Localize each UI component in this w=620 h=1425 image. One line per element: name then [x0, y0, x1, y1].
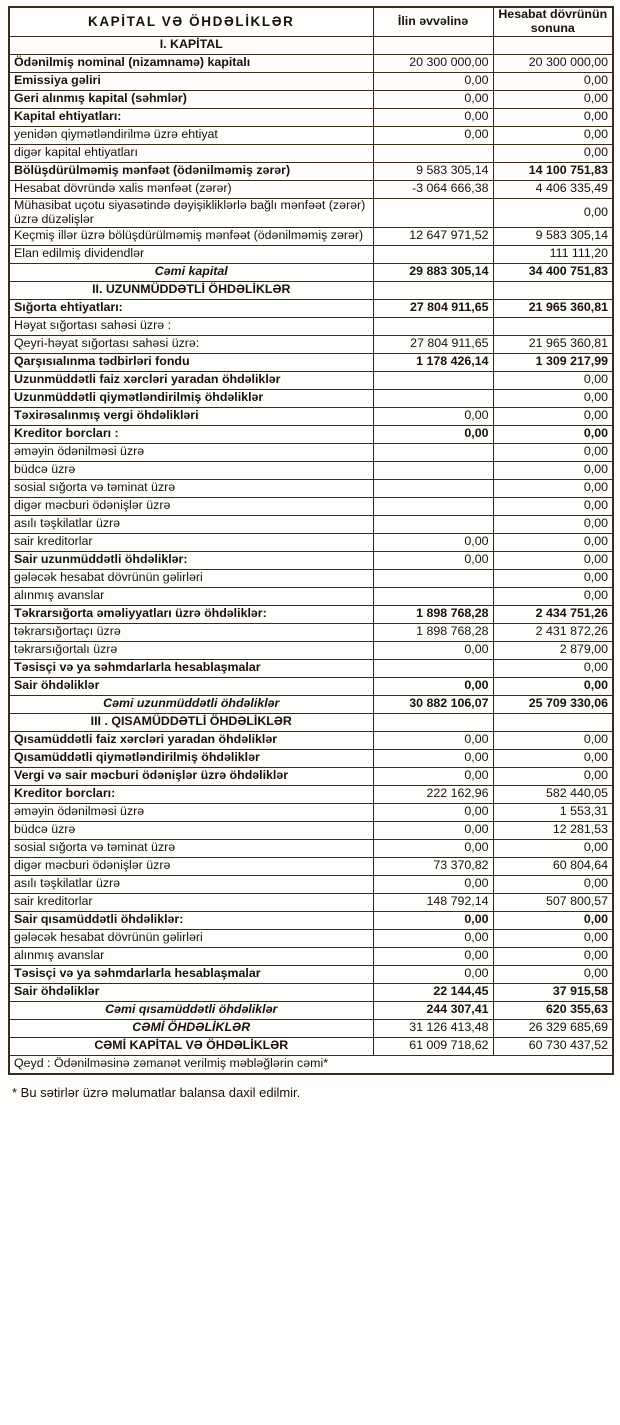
- value-period-begin: 31 126 413,48: [373, 1019, 493, 1037]
- row-label: Geri alınmış kapital (səhmlər): [9, 90, 373, 108]
- value-period-end: 0,00: [493, 90, 613, 108]
- table-row: [9, 641, 613, 659]
- row-label: təkrarsığortaçı üzrə: [9, 623, 373, 641]
- value-period-end: 2 431 872,26: [493, 623, 613, 641]
- row-label: Qısamüddətli qiymətləndirilmiş öhdəliklər: [9, 749, 373, 767]
- value-period-begin: 0,00: [373, 821, 493, 839]
- value-period-end: [493, 713, 613, 731]
- value-period-end: 0,00: [493, 461, 613, 479]
- row-label: Elan edilmiş dividendlər: [9, 245, 373, 263]
- table-row: [9, 497, 613, 515]
- value-period-end: 0,00: [493, 839, 613, 857]
- value-period-begin: [373, 497, 493, 515]
- row-label: Ödənilmiş nominal (nizamnamə) kapitalı: [9, 54, 373, 72]
- row-label: Təsisçi və ya səhmdarlarla hesablaşmalar: [9, 965, 373, 983]
- table-row: [9, 180, 613, 198]
- row-label: əməyin ödənilməsi üzrə: [9, 803, 373, 821]
- value-period-begin: 0,00: [373, 533, 493, 551]
- value-period-begin: 12 647 971,52: [373, 227, 493, 245]
- value-period-end: 0,00: [493, 677, 613, 695]
- row-label: sosial sığorta və təminat üzrə: [9, 479, 373, 497]
- value-period-end: 0,00: [493, 911, 613, 929]
- value-period-begin: 1 898 768,28: [373, 605, 493, 623]
- value-period-end: 0,00: [493, 479, 613, 497]
- value-period-end: 4 406 335,49: [493, 180, 613, 198]
- value-period-begin: 148 792,14: [373, 893, 493, 911]
- table-row: [9, 857, 613, 875]
- table-row: [9, 1019, 613, 1037]
- value-period-end: 0,00: [493, 126, 613, 144]
- value-period-begin: 0,00: [373, 965, 493, 983]
- section-header-label: II. UZUNMÜDDƏTLİ ÖHDƏLİKLƏR: [9, 281, 373, 299]
- table-row: [9, 443, 613, 461]
- value-period-end: 60 730 437,52: [493, 1037, 613, 1055]
- table-row: [9, 36, 613, 54]
- table-row: [9, 929, 613, 947]
- value-period-end: 37 915,58: [493, 983, 613, 1001]
- table-row: [9, 803, 613, 821]
- table-row: [9, 479, 613, 497]
- value-period-begin: [373, 587, 493, 605]
- value-period-begin: [373, 317, 493, 335]
- value-period-end: 20 300 000,00: [493, 54, 613, 72]
- value-period-end: 60 804,64: [493, 857, 613, 875]
- table-row: [9, 317, 613, 335]
- table-row: [9, 965, 613, 983]
- table-row: [9, 108, 613, 126]
- row-label: Qeyri-həyat sığortası sahəsi üzrə:: [9, 335, 373, 353]
- value-period-begin: 9 583 305,14: [373, 162, 493, 180]
- value-period-end: 620 355,63: [493, 1001, 613, 1019]
- table-row: [9, 1037, 613, 1055]
- table-row: [9, 54, 613, 72]
- row-label: Cəmi uzunmüddətli öhdəliklər: [9, 695, 373, 713]
- value-period-begin: 0,00: [373, 126, 493, 144]
- row-label: Təxirəsalınmış vergi öhdəlikləri: [9, 407, 373, 425]
- row-label: alınmış avanslar: [9, 587, 373, 605]
- value-period-begin: 22 144,45: [373, 983, 493, 1001]
- row-label: Uzunmüddətli qiymətləndirilmiş öhdəliklər: [9, 389, 373, 407]
- table-row: [9, 515, 613, 533]
- value-period-end: 0,00: [493, 425, 613, 443]
- row-label: yenidən qiymətləndirilmə üzrə ehtiyat: [9, 126, 373, 144]
- table-row: [9, 677, 613, 695]
- value-period-end: 0,00: [493, 659, 613, 677]
- row-label: asılı təşkilatlar üzrə: [9, 875, 373, 893]
- capital-and-liabilities-table: [8, 6, 614, 1075]
- row-label: sosial sığorta və təminat üzrə: [9, 839, 373, 857]
- value-period-end: 1 309 217,99: [493, 353, 613, 371]
- value-period-end: [493, 36, 613, 54]
- value-period-begin: 0,00: [373, 875, 493, 893]
- table-row: [9, 875, 613, 893]
- row-label: Sığorta ehtiyatları:: [9, 299, 373, 317]
- table-row: [9, 425, 613, 443]
- row-label: alınmış avanslar: [9, 947, 373, 965]
- row-label: Sair öhdəliklər: [9, 983, 373, 1001]
- table-row: [9, 587, 613, 605]
- value-period-end: 0,00: [493, 443, 613, 461]
- section-header-label: III . QISAMÜDDƏTLİ ÖHDƏLİKLƏR: [9, 713, 373, 731]
- value-period-begin: [373, 371, 493, 389]
- row-label: Uzunmüddətli faiz xərcləri yaradan öhdəliklər: [9, 371, 373, 389]
- value-period-begin: [373, 659, 493, 677]
- value-period-end: 0,00: [493, 515, 613, 533]
- table-body: [9, 36, 613, 1073]
- row-label: gələcək hesabat dövrünün gəlirləri: [9, 929, 373, 947]
- value-period-end: [493, 317, 613, 335]
- value-period-begin: [373, 515, 493, 533]
- table-row: [9, 461, 613, 479]
- table-row: [9, 893, 613, 911]
- table-row: [9, 281, 613, 299]
- table-row: [9, 551, 613, 569]
- row-label: digər məcburi ödənişlər üzrə: [9, 857, 373, 875]
- value-period-begin: 222 162,96: [373, 785, 493, 803]
- table-row: [9, 605, 613, 623]
- row-label: Hesabat dövründə xalis mənfəət (zərər): [9, 180, 373, 198]
- value-period-begin: 0,00: [373, 407, 493, 425]
- value-period-begin: 61 009 718,62: [373, 1037, 493, 1055]
- row-label: Təsisçi və ya səhmdarlarla hesablaşmalar: [9, 659, 373, 677]
- row-label: büdcə üzrə: [9, 461, 373, 479]
- value-period-begin: 27 804 911,65: [373, 335, 493, 353]
- value-period-end: 0,00: [493, 144, 613, 162]
- value-period-end: 0,00: [493, 587, 613, 605]
- row-label: Qarşısıalınma tədbirləri fondu: [9, 353, 373, 371]
- value-period-end: 0,00: [493, 533, 613, 551]
- row-label: asılı təşkilatlar üzrə: [9, 515, 373, 533]
- table-row: [9, 371, 613, 389]
- table-row: [9, 695, 613, 713]
- table-row: [9, 335, 613, 353]
- value-period-begin: 0,00: [373, 425, 493, 443]
- table-row: [9, 72, 613, 90]
- value-period-end: 0,00: [493, 72, 613, 90]
- value-period-begin: 0,00: [373, 731, 493, 749]
- row-label: CƏMİ ÖHDƏLİKLƏR: [9, 1019, 373, 1037]
- table-row: [9, 821, 613, 839]
- row-label: sair kreditorlar: [9, 533, 373, 551]
- value-period-end: 0,00: [493, 198, 613, 227]
- row-label: Keçmiş illər üzrə bölüşdürülməmiş mənfəət (ödənilməmiş zərər): [9, 227, 373, 245]
- table-row: [9, 947, 613, 965]
- value-period-begin: [373, 198, 493, 227]
- row-label: Təkrarsığorta əməliyyatları üzrə öhdəliklər:: [9, 605, 373, 623]
- row-label: digər kapital ehtiyatları: [9, 144, 373, 162]
- table-row: [9, 839, 613, 857]
- value-period-begin: 0,00: [373, 108, 493, 126]
- value-period-begin: [373, 281, 493, 299]
- table-row: [9, 1055, 613, 1074]
- row-label: Sair qısamüddətli öhdəliklər:: [9, 911, 373, 929]
- value-period-begin: 244 307,41: [373, 1001, 493, 1019]
- value-period-end: 507 800,57: [493, 893, 613, 911]
- value-period-end: 0,00: [493, 371, 613, 389]
- value-period-begin: 73 370,82: [373, 857, 493, 875]
- table-row: [9, 245, 613, 263]
- value-period-end: 0,00: [493, 108, 613, 126]
- value-period-begin: [373, 479, 493, 497]
- value-period-end: 111 111,20: [493, 245, 613, 263]
- value-period-end: 0,00: [493, 407, 613, 425]
- row-label: əməyin ödənilməsi üzrə: [9, 443, 373, 461]
- value-period-begin: 0,00: [373, 677, 493, 695]
- value-period-begin: 29 883 305,14: [373, 263, 493, 281]
- row-label: Kreditor borcları :: [9, 425, 373, 443]
- value-period-end: [493, 281, 613, 299]
- row-label: Həyat sığortası sahəsi üzrə :: [9, 317, 373, 335]
- value-period-begin: 0,00: [373, 803, 493, 821]
- value-period-end: 1 553,31: [493, 803, 613, 821]
- value-period-end: 0,00: [493, 929, 613, 947]
- row-label: digər məcburi ödənişlər üzrə: [9, 497, 373, 515]
- row-label: Kapital ehtiyatları:: [9, 108, 373, 126]
- value-period-end: 12 281,53: [493, 821, 613, 839]
- value-period-begin: 0,00: [373, 929, 493, 947]
- value-period-end: 26 329 685,69: [493, 1019, 613, 1037]
- table-row: [9, 126, 613, 144]
- column-header-period-end: Hesabat dövrünün sonuna: [493, 7, 613, 36]
- table-row: [9, 785, 613, 803]
- table-row: [9, 749, 613, 767]
- value-period-end: 0,00: [493, 875, 613, 893]
- value-period-end: 25 709 330,06: [493, 695, 613, 713]
- row-label: gələcək hesabat dövrünün gəlirləri: [9, 569, 373, 587]
- row-label: Sair öhdəliklər: [9, 677, 373, 695]
- table-row: [9, 533, 613, 551]
- value-period-begin: [373, 713, 493, 731]
- value-period-end: 21 965 360,81: [493, 335, 613, 353]
- value-period-begin: 30 882 106,07: [373, 695, 493, 713]
- table-row: [9, 90, 613, 108]
- value-period-begin: 20 300 000,00: [373, 54, 493, 72]
- value-period-begin: [373, 245, 493, 263]
- value-period-begin: [373, 569, 493, 587]
- table-row: [9, 659, 613, 677]
- table-row: [9, 144, 613, 162]
- table-row: [9, 1001, 613, 1019]
- value-period-begin: 1 178 426,14: [373, 353, 493, 371]
- value-period-end: 9 583 305,14: [493, 227, 613, 245]
- value-period-begin: 0,00: [373, 551, 493, 569]
- table-header: [9, 7, 613, 36]
- table-row: [9, 353, 613, 371]
- row-label: Vergi və sair məcburi ödənişlər üzrə öhdəliklər: [9, 767, 373, 785]
- table-row: [9, 911, 613, 929]
- column-header-label: KAPİTAL VƏ ÖHDƏLİKLƏR: [9, 7, 373, 36]
- row-label: CƏMİ KAPİTAL VƏ ÖHDƏLİKLƏR: [9, 1037, 373, 1055]
- value-period-begin: 0,00: [373, 839, 493, 857]
- table-row: [9, 713, 613, 731]
- value-period-end: 34 400 751,83: [493, 263, 613, 281]
- value-period-end: 0,00: [493, 965, 613, 983]
- footnote-text: * Bu sətirlər üzrə məlumatlar balansa daxil edilmir.: [12, 1084, 301, 1100]
- value-period-end: 0,00: [493, 749, 613, 767]
- value-period-begin: 0,00: [373, 911, 493, 929]
- row-label: Cəmi qısamüddətli öhdəliklər: [9, 1001, 373, 1019]
- table-row: [9, 623, 613, 641]
- value-period-begin: 0,00: [373, 947, 493, 965]
- table-row: [9, 263, 613, 281]
- table-row: [9, 407, 613, 425]
- row-label: Mühasibat uçotu siyasətində dəyişikliklərlə bağlı mənfəət (zərər) üzrə düzəlişlər: [9, 198, 373, 227]
- value-period-begin: [373, 461, 493, 479]
- table-row: [9, 767, 613, 785]
- row-label: Qısamüddətli faiz xərcləri yaradan öhdəliklər: [9, 731, 373, 749]
- column-header-period-begin: İlin əvvəlinə: [373, 7, 493, 36]
- value-period-begin: 0,00: [373, 90, 493, 108]
- value-period-end: 0,00: [493, 731, 613, 749]
- value-period-begin: -3 064 666,38: [373, 180, 493, 198]
- value-period-end: 2 434 751,26: [493, 605, 613, 623]
- row-label: Bölüşdürülməmiş mənfəət (ödənilməmiş zərər): [9, 162, 373, 180]
- value-period-begin: 27 804 911,65: [373, 299, 493, 317]
- row-label: Kreditor borcları:: [9, 785, 373, 803]
- section-header-label: I. KAPİTAL: [9, 36, 373, 54]
- row-label: sair kreditorlar: [9, 893, 373, 911]
- value-period-end: 0,00: [493, 947, 613, 965]
- table-row: [9, 389, 613, 407]
- table-row: [9, 569, 613, 587]
- value-period-end: 14 100 751,83: [493, 162, 613, 180]
- row-label: büdcə üzrə: [9, 821, 373, 839]
- table-header-row: [9, 7, 613, 36]
- value-period-begin: 0,00: [373, 72, 493, 90]
- table-row: [9, 983, 613, 1001]
- value-period-begin: 0,00: [373, 767, 493, 785]
- row-label: təkrarsığortalı üzrə: [9, 641, 373, 659]
- value-period-begin: 1 898 768,28: [373, 623, 493, 641]
- value-period-begin: [373, 389, 493, 407]
- value-period-end: 0,00: [493, 389, 613, 407]
- table-row: [9, 731, 613, 749]
- value-period-begin: 0,00: [373, 749, 493, 767]
- value-period-end: 0,00: [493, 569, 613, 587]
- table-row: [9, 162, 613, 180]
- row-label: Cəmi kapital: [9, 263, 373, 281]
- table-row: [9, 198, 613, 227]
- row-label: Sair uzunmüddətli öhdəliklər:: [9, 551, 373, 569]
- value-period-end: 2 879,00: [493, 641, 613, 659]
- value-period-end: 21 965 360,81: [493, 299, 613, 317]
- value-period-end: 582 440,05: [493, 785, 613, 803]
- value-period-begin: 0,00: [373, 641, 493, 659]
- value-period-begin: [373, 144, 493, 162]
- table-row: [9, 227, 613, 245]
- note-row-label: Qeyd : Ödənilməsinə zəmanət verilmiş məbləğlərin cəmi*: [9, 1055, 613, 1074]
- table-row: [9, 299, 613, 317]
- row-label: Emissiya gəliri: [9, 72, 373, 90]
- value-period-begin: [373, 36, 493, 54]
- value-period-end: 0,00: [493, 767, 613, 785]
- value-period-end: 0,00: [493, 497, 613, 515]
- value-period-begin: [373, 443, 493, 461]
- value-period-end: 0,00: [493, 551, 613, 569]
